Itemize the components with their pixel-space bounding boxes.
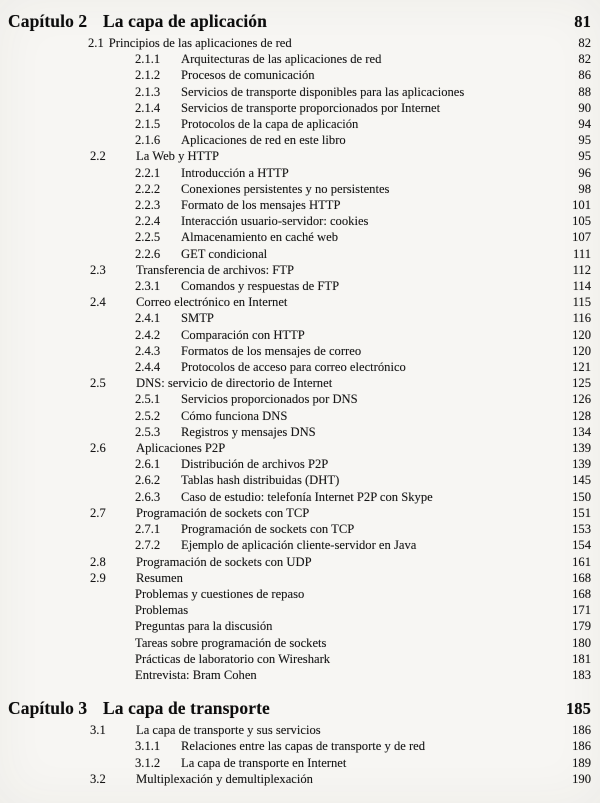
entry-title: Formatos de los mensajes de correo — [181, 343, 362, 358]
entry-number: 2.1 — [88, 36, 104, 50]
toc-entry — [8, 424, 591, 440]
entry-number: 2.7.2 — [135, 538, 161, 553]
entry-title: La capa de transporte en Internet — [181, 755, 347, 770]
toc-entry — [8, 722, 591, 738]
entry-number: 2.2.2 — [135, 181, 161, 196]
entry-title: Problemas y cuestiones de repaso — [135, 586, 305, 601]
entry-title: SMTP — [181, 311, 214, 326]
entry-page-number: 171 — [572, 603, 591, 618]
entry-number: 2.3.1 — [135, 279, 161, 294]
entry-title: Cómo funciona DNS — [181, 408, 288, 423]
entry-number: 2.7.1 — [135, 522, 161, 537]
entry-page-number: 107 — [572, 230, 591, 245]
entry-number: 2.1.4 — [135, 100, 161, 115]
entry-title: Programación de sockets con UDP — [136, 554, 312, 569]
entry-title: DNS: servicio de directorio de Internet — [136, 376, 333, 391]
entry-page-number: 125 — [572, 376, 591, 391]
toc-entry — [8, 489, 591, 505]
entry-page-number: 134 — [572, 424, 591, 439]
toc-entry — [8, 310, 591, 326]
entry-page-number: 94 — [578, 117, 591, 132]
toc-entry — [8, 132, 591, 148]
toc-entry — [8, 343, 591, 359]
entry-title: Almacenamiento en caché web — [181, 230, 338, 245]
toc-entry — [8, 635, 591, 651]
entry-title: Prácticas de laboratorio con Wireshark — [135, 651, 331, 666]
toc-entry — [8, 84, 591, 100]
toc-entry — [8, 359, 591, 375]
entry-title: Entrevista: Bram Cohen — [135, 667, 257, 682]
entry-title: Aplicaciones de red en este libro — [181, 133, 346, 148]
entry-page-number: 95 — [578, 133, 591, 148]
toc-entry — [8, 229, 591, 245]
entry-page-number: 82 — [578, 52, 591, 67]
chapter-page-number: 185 — [565, 699, 591, 719]
entry-title: Introducción a HTTP — [181, 165, 289, 180]
toc-entry — [8, 148, 591, 164]
entry-title: Relaciones entre las capas de transporte y de red — [181, 739, 426, 754]
entry-page-number: 180 — [572, 635, 591, 650]
entry-page-number: 154 — [572, 538, 591, 553]
toc-entry — [8, 391, 591, 407]
toc-entry — [8, 771, 591, 787]
entry-page-number: 190 — [572, 771, 591, 786]
entry-page-number: 95 — [578, 149, 591, 164]
toc-entry — [8, 505, 591, 521]
entry-title: Aplicaciones P2P — [136, 441, 226, 456]
entry-number: 2.2.1 — [135, 165, 161, 180]
entry-title: Ejemplo de aplicación cliente-servidor en Java — [181, 538, 417, 553]
toc-entry — [8, 554, 591, 570]
entry-number: 2.4.4 — [135, 360, 161, 375]
entry-number: 2.9 — [90, 570, 106, 585]
toc-entry — [8, 262, 591, 278]
entry-page-number: 186 — [572, 739, 591, 754]
toc-entry — [8, 67, 591, 83]
entry-title: Formato de los mensajes HTTP — [181, 198, 341, 213]
toc-entry — [8, 246, 591, 262]
chapter-title: La capa de aplicación — [103, 11, 267, 31]
chapter-label: Capítulo 2 — [8, 11, 88, 31]
entry-title: Resumen — [136, 570, 183, 585]
entry-page-number: 183 — [572, 667, 591, 682]
toc-entry — [8, 213, 591, 229]
entry-title: GET condicional — [181, 246, 268, 261]
entry-page-number: 186 — [572, 723, 591, 738]
entry-page-number: 139 — [572, 457, 591, 472]
entry-title: Servicios de transporte disponibles para las aplicaciones — [181, 84, 465, 99]
entry-page-number: 181 — [572, 651, 591, 666]
toc-entry — [8, 408, 591, 424]
entry-title: Correo electrónico en Internet — [136, 295, 288, 310]
entry-page-number: 145 — [572, 473, 591, 488]
entry-page-number: 120 — [572, 343, 591, 358]
chapter-page-number: 81 — [574, 12, 591, 31]
entry-number: 2.5.2 — [135, 408, 161, 423]
chapter-title: La capa de transporte — [103, 698, 270, 719]
entry-title: Problemas — [135, 603, 189, 618]
entry-number: 3.1.1 — [135, 739, 161, 754]
toc-entry — [8, 618, 591, 634]
entry-number: 2.1.6 — [135, 133, 161, 148]
entry-page-number: 112 — [572, 262, 591, 277]
entry-title: Protocolos de acceso para correo electrónico — [181, 360, 406, 375]
toc-entry — [8, 667, 591, 683]
entry-number: 2.2 — [90, 149, 106, 164]
chapter-label: Capítulo 3 — [8, 698, 88, 719]
toc-entry — [8, 472, 591, 488]
toc-entry — [8, 51, 591, 67]
toc-entry — [8, 738, 591, 754]
entry-number: 2.8 — [90, 554, 106, 569]
toc-entry — [8, 651, 591, 667]
entry-page-number: 96 — [578, 165, 591, 180]
entry-page-number: 82 — [578, 36, 591, 50]
toc-entry — [8, 440, 591, 456]
entry-page-number: 139 — [572, 441, 591, 456]
chapter-block — [8, 10, 591, 683]
toc-entry — [8, 35, 591, 51]
entry-page-number: 90 — [578, 100, 591, 115]
entry-number: 2.2.3 — [135, 198, 161, 213]
entry-number: 2.3 — [90, 262, 106, 277]
toc-entry — [8, 456, 591, 472]
entry-page-number: 111 — [573, 246, 591, 261]
toc-entry — [8, 278, 591, 294]
entry-number: 2.5.3 — [135, 424, 161, 439]
entry-page-number: 153 — [572, 522, 591, 537]
entry-page-number: 120 — [572, 327, 591, 342]
entry-number: 2.4.3 — [135, 343, 161, 358]
toc-entry — [8, 755, 591, 771]
entry-title: Multiplexación y demultiplexación — [136, 771, 313, 786]
toc-entry — [8, 116, 591, 132]
entry-page-number: 116 — [572, 311, 591, 326]
entry-page-number: 115 — [572, 295, 591, 310]
toc-entry — [8, 586, 591, 602]
entry-page-number: 179 — [572, 619, 591, 634]
entry-number: 2.7 — [90, 505, 106, 520]
chapter-entries — [8, 35, 591, 683]
entry-title: Distribución de archivos P2P — [181, 457, 329, 472]
entry-title: Servicios de transporte proporcionados por Internet — [181, 100, 441, 115]
chapter-entries — [8, 722, 591, 787]
toc-entry — [8, 165, 591, 181]
toc-entry — [8, 181, 591, 197]
entry-page-number: 101 — [572, 198, 591, 213]
toc-chapters — [8, 10, 591, 787]
entry-title: Servicios proporcionados por DNS — [181, 392, 358, 407]
toc-entry — [8, 197, 591, 213]
toc-entry — [8, 100, 591, 116]
chapter-heading — [8, 10, 591, 33]
entry-number: 2.6.2 — [135, 473, 161, 488]
entry-page-number: 121 — [572, 360, 591, 375]
entry-number: 2.4.2 — [135, 327, 161, 342]
entry-page-number: 168 — [572, 570, 591, 585]
entry-number: 2.6.1 — [135, 457, 161, 472]
entry-page-number: 151 — [572, 505, 591, 520]
entry-page-number: 128 — [572, 408, 591, 423]
entry-page-number: 86 — [578, 68, 591, 83]
toc-entry — [8, 375, 591, 391]
entry-number: 2.6.3 — [135, 489, 161, 504]
toc-entry — [8, 327, 591, 343]
entry-title: Tablas hash distribuidas (DHT) — [181, 473, 340, 488]
toc-entry — [8, 521, 591, 537]
entry-number: 3.1.2 — [135, 755, 161, 770]
entry-number: 2.5 — [90, 376, 106, 391]
entry-page-number: 189 — [572, 755, 591, 770]
entry-number: 2.1.2 — [135, 68, 161, 83]
entry-number: 2.2.5 — [135, 230, 161, 245]
entry-page-number: 98 — [578, 181, 591, 196]
toc-entry — [8, 537, 591, 553]
entry-title: Programación de sockets con TCP — [136, 505, 310, 520]
entry-number: 3.2 — [90, 771, 106, 786]
entry-page-number: 88 — [578, 84, 591, 99]
entry-title: Programación de sockets con TCP — [181, 522, 355, 537]
entry-title: Interacción usuario-servidor: cookies — [181, 214, 369, 229]
entry-page-number: 126 — [572, 392, 591, 407]
entry-number: 2.4 — [90, 295, 106, 310]
entry-number: 2.1.5 — [135, 117, 161, 132]
entry-title: Caso de estudio: telefonía Internet P2P con Skype — [181, 489, 433, 504]
entry-number: 2.4.1 — [135, 311, 161, 326]
entry-page-number: 105 — [572, 214, 591, 229]
entry-title: Principios de las aplicaciones de red — [108, 36, 292, 50]
entry-title: Comandos y respuestas de FTP — [181, 279, 340, 294]
entry-page-number: 150 — [572, 489, 591, 504]
entry-title: Arquitecturas de las aplicaciones de red — [181, 52, 382, 67]
entry-page-number: 114 — [572, 279, 591, 294]
entry-number: 2.2.6 — [135, 246, 161, 261]
toc-entry — [8, 602, 591, 618]
entry-title: Comparación con HTTP — [181, 327, 305, 342]
entry-title: Registros y mensajes DNS — [181, 424, 316, 439]
toc-entry — [8, 294, 591, 310]
entry-title: Preguntas para la discusión — [135, 619, 273, 634]
entry-number: 2.2.4 — [135, 214, 161, 229]
entry-title: Transferencia de archivos: FTP — [136, 262, 294, 277]
entry-page-number: 161 — [572, 554, 591, 569]
entry-number: 2.6 — [90, 441, 106, 456]
entry-title: La Web y HTTP — [136, 149, 220, 164]
entry-number: 2.5.1 — [135, 392, 161, 407]
chapter-block — [8, 697, 591, 787]
entry-number: 2.1.1 — [135, 52, 161, 67]
entry-number: 2.1.3 — [135, 84, 161, 99]
chapter-heading — [8, 697, 591, 720]
entry-title: Protocolos de la capa de aplicación — [181, 117, 359, 132]
entry-page-number: 168 — [572, 586, 591, 601]
entry-title: Conexiones persistentes y no persistentes — [181, 181, 390, 196]
entry-title: Tareas sobre programación de sockets — [135, 635, 327, 650]
entry-title: Procesos de comunicación — [181, 68, 315, 83]
toc-entry — [8, 570, 591, 586]
entry-number: 3.1 — [90, 723, 106, 738]
entry-title: La capa de transporte y sus servicios — [136, 723, 321, 738]
